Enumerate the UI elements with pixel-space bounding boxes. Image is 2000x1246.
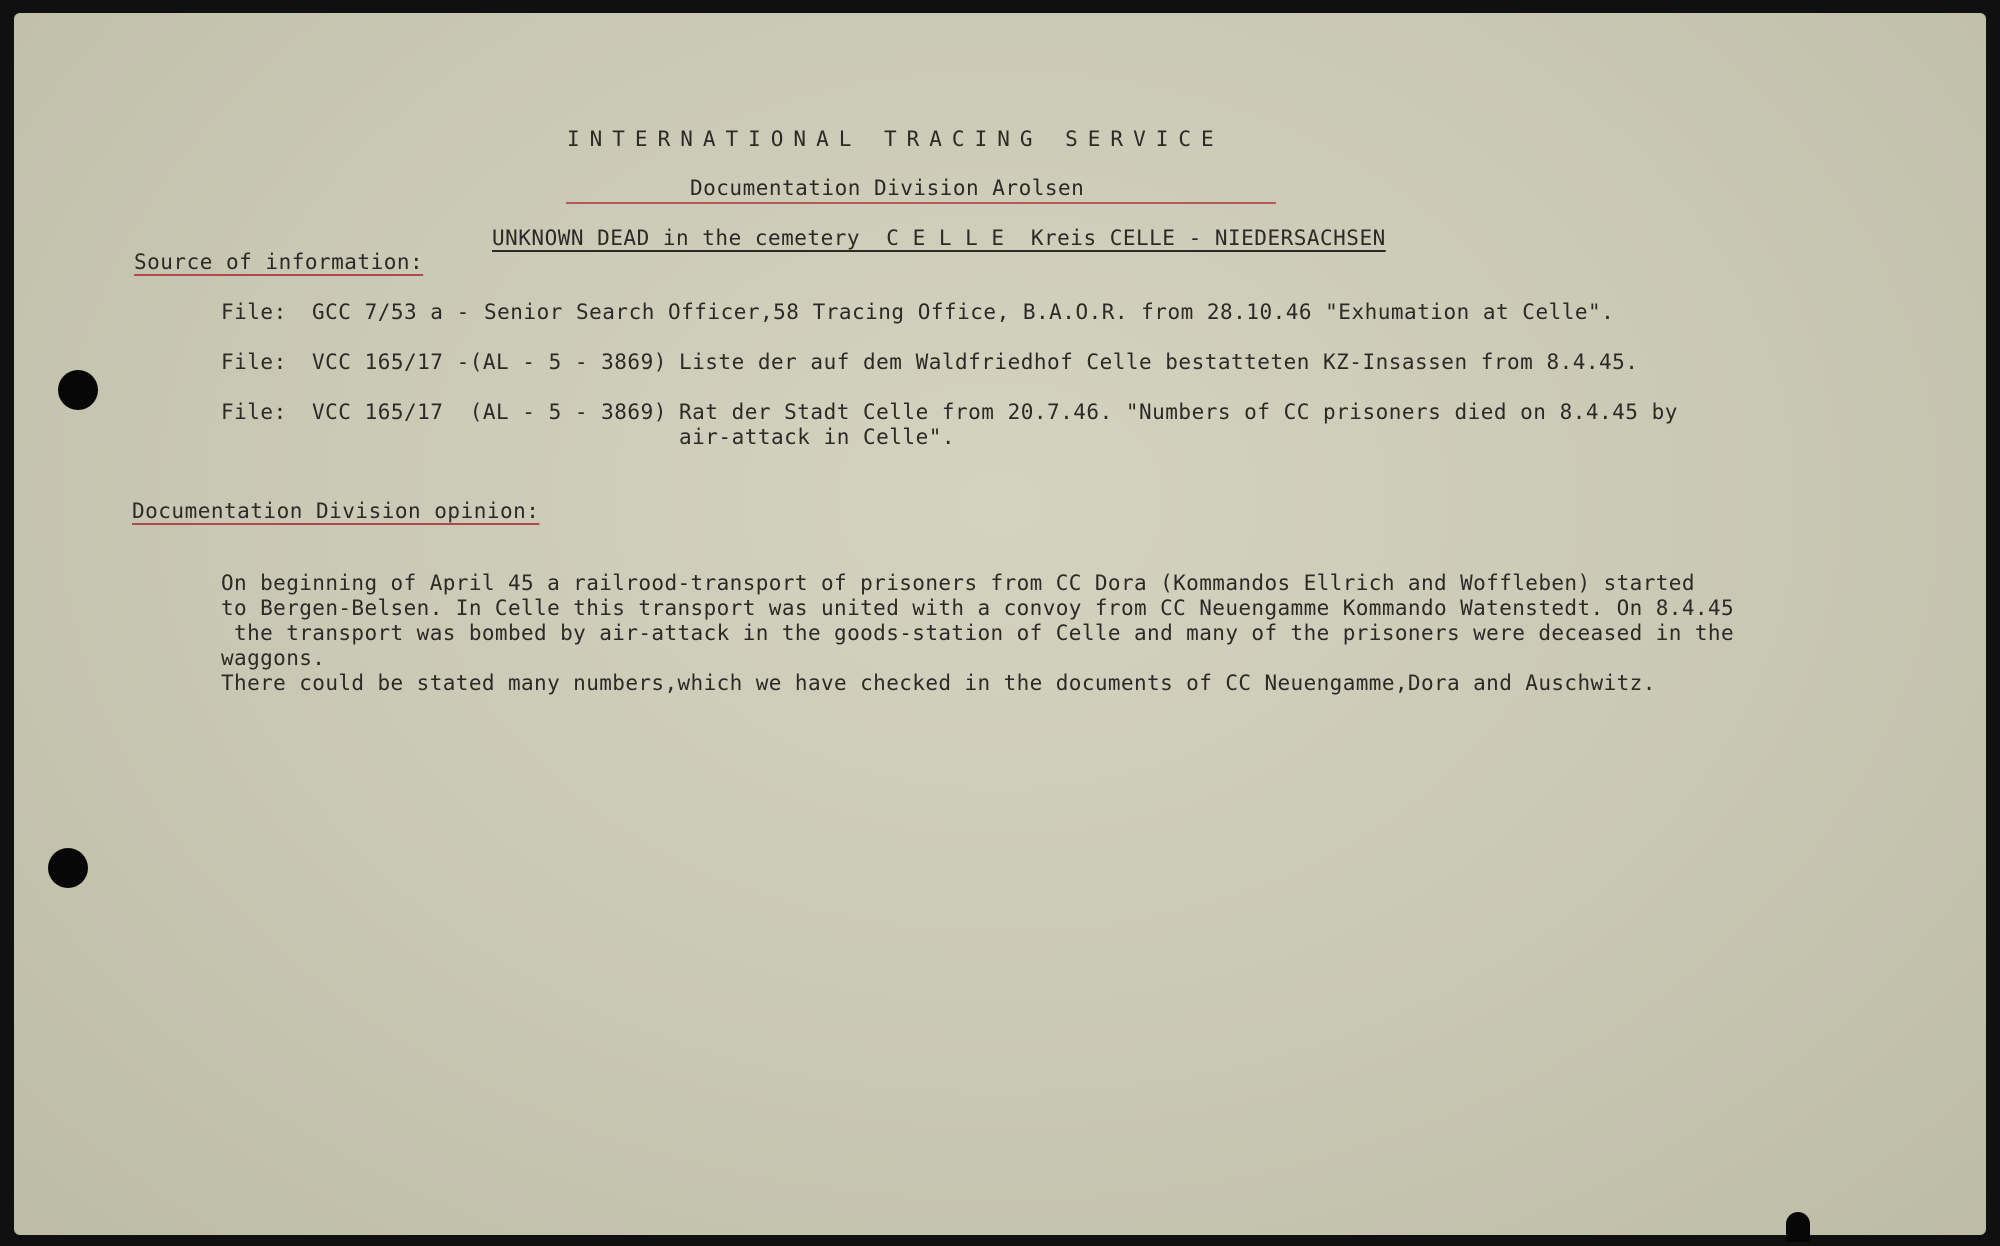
card-edge-notch: [1786, 1212, 1810, 1242]
sources-heading: Source of information:: [134, 250, 424, 274]
source-2-label: File:: [221, 350, 287, 374]
subject-line: UNKNOWN DEAD in the cemetery C E L L E Kreis CELLE - NIEDERSACHSEN: [492, 226, 1386, 250]
source-1-text: Senior Search Officer,58 Tracing Office, B.A.O.R. from 28.10.46 "Exhumation at Celle".: [484, 300, 1615, 324]
source-1-label: File:: [221, 300, 287, 324]
opinion-line-1: On beginning of April 45 a railrood-transport of prisoners from CC Dora (Kommandos Ellrich and Woffleben) started: [221, 571, 1695, 595]
opinion-line-5: There could be stated many numbers,which we have checked in the documents of CC Neuengamme,Dora and Auschwitz.: [221, 671, 1656, 695]
source-3-text: Rat der Stadt Celle from 20.7.46. "Numbers of CC prisoners died on 8.4.45 by: [679, 400, 1678, 424]
source-2-ref: VCC 165/17 -(AL - 5 - 3869): [312, 350, 667, 374]
opinion-line-2: to Bergen-Belsen. In Celle this transport was united with a convoy from CC Neuengamme Kommando Watenstedt. On 8.4.45: [221, 596, 1734, 620]
division-title: Documentation Division Arolsen: [690, 176, 1085, 200]
org-title: INTERNATIONAL TRACING SERVICE: [567, 127, 1224, 151]
document-card: [14, 13, 1986, 1235]
opinion-line-3: the transport was bombed by air-attack in the goods-station of Celle and many of the prisoners were deceased in the: [221, 621, 1734, 645]
division-underline: [566, 202, 1276, 204]
source-3-ref: VCC 165/17 (AL - 5 - 3869): [312, 400, 667, 424]
source-2-text: Liste der auf dem Waldfriedhof Celle bestatteten KZ-Insassen from 8.4.45.: [679, 350, 1639, 374]
source-1-ref: GCC 7/53 a -: [312, 300, 470, 324]
source-3-label: File:: [221, 400, 287, 424]
source-3-text-cont: air-attack in Celle".: [679, 425, 956, 449]
opinion-heading: Documentation Division opinion:: [132, 499, 540, 523]
punch-hole-top: [58, 370, 98, 410]
punch-hole-bottom: [48, 848, 88, 888]
opinion-line-4: waggons.: [221, 646, 326, 670]
